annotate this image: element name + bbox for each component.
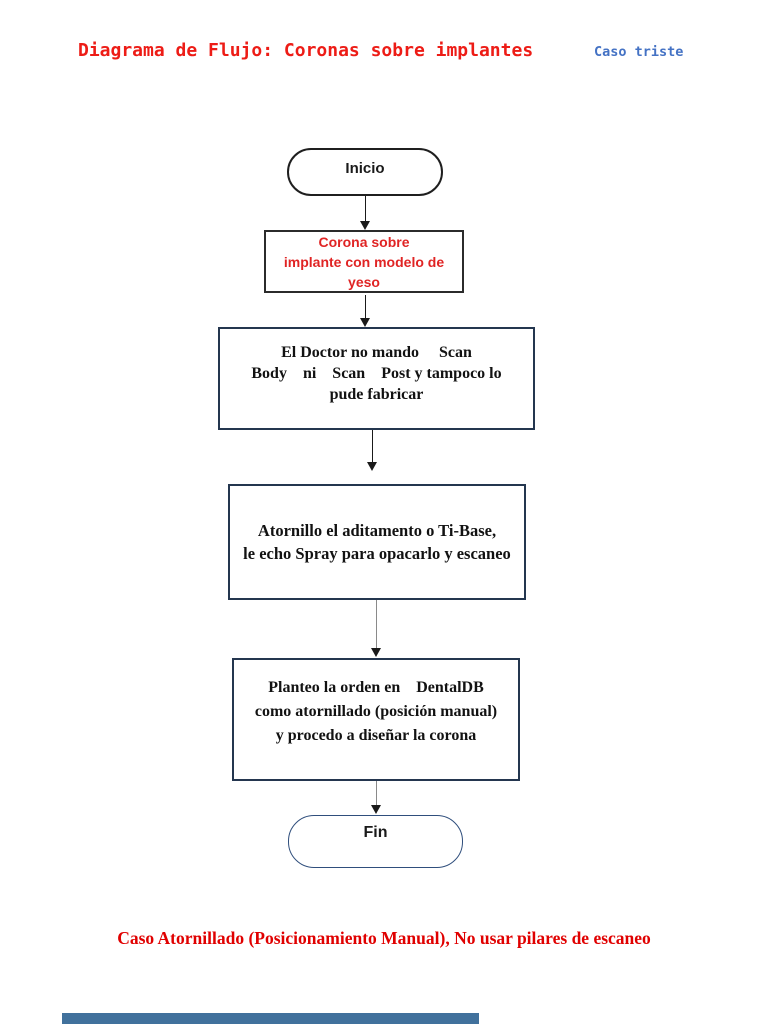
step-corona-line: Corona sobre bbox=[318, 233, 410, 250]
arrow-head-icon bbox=[360, 318, 370, 327]
step-planteo-box bbox=[232, 658, 520, 781]
step-atornillo-line: Atornillo el aditamento o Ti-Base, bbox=[257, 521, 497, 540]
flow-arrow-1 bbox=[359, 196, 371, 230]
flow-arrow-2 bbox=[359, 295, 371, 327]
step-atornillo-line: le echo Spray para opacarlo y escaneo bbox=[243, 544, 511, 563]
step-doctor-line: pude fabricar bbox=[329, 386, 424, 403]
flow-arrow-4 bbox=[370, 600, 382, 657]
start-node-label: Inicio bbox=[345, 159, 385, 177]
arrow-head-icon bbox=[371, 648, 381, 657]
step-corona-box bbox=[264, 230, 464, 293]
arrow-line bbox=[372, 430, 373, 462]
step-corona-line: implante con modelo de bbox=[283, 253, 445, 270]
step-doctor-line: El Doctor no mando Scan bbox=[281, 344, 472, 361]
step-planteo-line: como atornillado (posición manual) bbox=[254, 702, 498, 720]
arrow-line bbox=[365, 196, 366, 221]
step-doctor-box bbox=[218, 327, 535, 430]
page-title: Diagrama de Flujo: Coronas sobre implantes bbox=[78, 40, 534, 61]
step-doctor-line: Body ni Scan Post y tampoco lo bbox=[251, 365, 502, 382]
arrow-head-icon bbox=[360, 221, 370, 230]
page-subtitle: Caso triste bbox=[594, 44, 684, 60]
flow-arrow-5 bbox=[370, 781, 382, 814]
start-node bbox=[287, 148, 443, 196]
arrow-head-icon bbox=[367, 462, 377, 471]
step-planteo-line: y procedo a diseñar la corona bbox=[275, 726, 477, 744]
step-planteo-line: Planteo la orden en DentalDB bbox=[268, 678, 484, 696]
flow-arrow-3 bbox=[366, 430, 378, 471]
end-node bbox=[288, 815, 463, 868]
arrow-head-icon bbox=[371, 805, 381, 814]
step-corona-line: yeso bbox=[348, 273, 380, 290]
arrow-line bbox=[365, 295, 366, 318]
arrow-line bbox=[376, 781, 377, 805]
footer-note: Caso Atornillado (Posicionamiento Manual), No usar pilares de escaneo bbox=[117, 928, 651, 948]
end-node-label: Fin bbox=[363, 823, 388, 841]
step-atornillo-box bbox=[228, 484, 526, 600]
arrow-line bbox=[376, 600, 377, 648]
bottom-bar bbox=[62, 1013, 479, 1024]
